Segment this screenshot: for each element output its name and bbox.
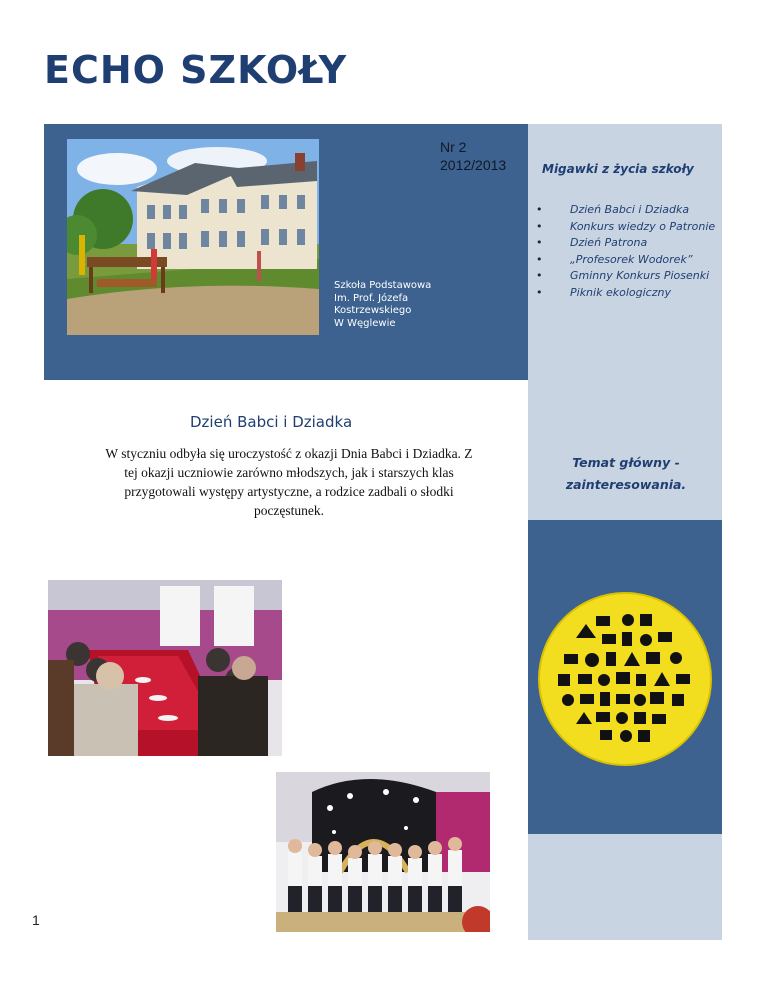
list-item: • Piknik ekologiczny: [570, 285, 716, 302]
sidebar-list: [570, 202, 716, 301]
article-heading: Dzień Babci i Dziadka: [190, 413, 353, 431]
school-line: Szkoła Podstawowa: [334, 280, 432, 291]
issue-number: Nr 2: [440, 139, 467, 155]
dinner-photo: [48, 580, 282, 756]
list-item: • Dzień Babci i Dziadka: [570, 202, 716, 219]
school-line: W Węglewie: [334, 317, 396, 329]
issue-info: [440, 138, 506, 174]
school-year: 2012/2013: [440, 157, 507, 173]
page-number: 1: [32, 912, 40, 928]
list-item: • „Profesorek Wodorek”: [570, 252, 716, 269]
sidebar-footer-panel: [528, 834, 722, 940]
school-line: Im. Prof. Józefa: [334, 292, 409, 304]
stage-photo: [276, 772, 490, 932]
list-item: • Gminny Konkurs Piosenki: [570, 268, 716, 285]
main-topic-value: zainteresowania.: [565, 477, 687, 492]
school-name: [334, 280, 431, 330]
main-topic-label: Temat główny -: [572, 455, 680, 470]
cover-panel: [44, 124, 528, 380]
sidebar-dark-panel: [528, 520, 722, 834]
school-line: Kostrzewskiego: [334, 305, 412, 316]
main-topic: [536, 452, 716, 496]
list-item: • Konkurs wiedzy o Patronie: [570, 219, 716, 236]
sidebar-panel: [528, 124, 722, 520]
article-body: W styczniu odbyła się uroczystość z okazji Dnia Babci i Dziadka. Z tej okazji uczniowie zarówno młodszych, jak i starszych klas przygotowali występy artystyczne, a rodzice zadbali o słodki poczęstunek.: [105, 446, 473, 518]
list-item: • Dzień Patrona: [570, 235, 716, 252]
interests-badge: [536, 590, 714, 768]
school-building-photo: [67, 139, 319, 335]
newsletter-title: ECHO SZKOŁY: [44, 48, 348, 92]
sidebar-title: Migawki z życia szkoły: [542, 162, 694, 176]
